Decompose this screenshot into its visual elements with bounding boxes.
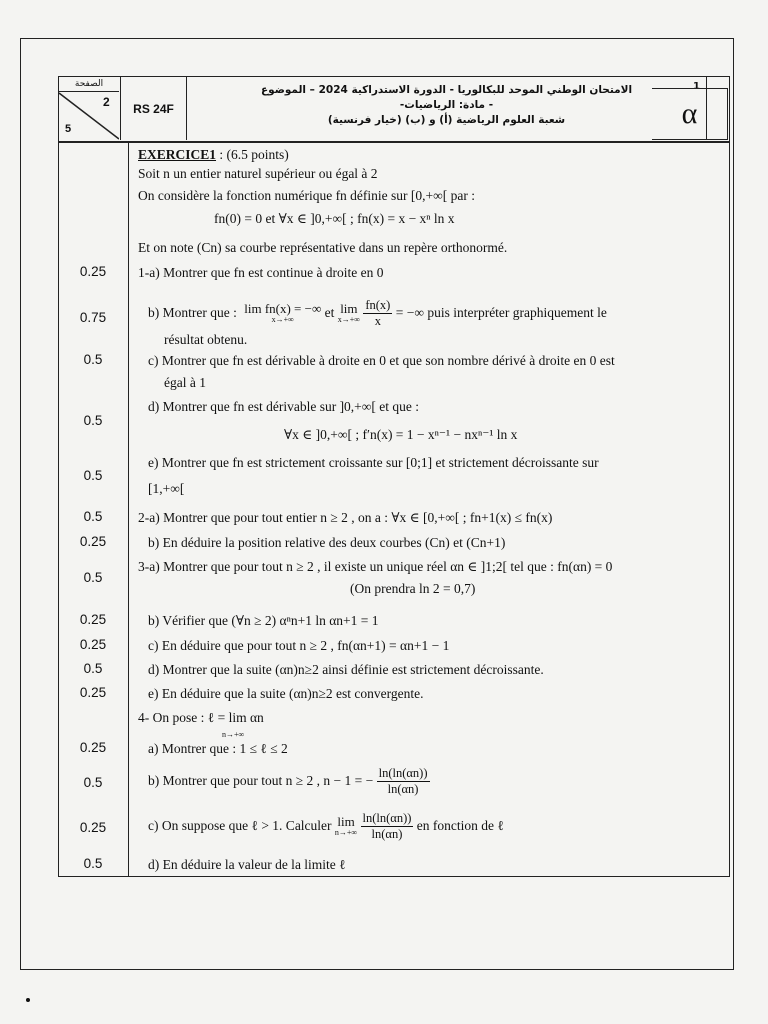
exam-title-block: [187, 77, 707, 140]
score-1b: 0.75: [79, 310, 107, 325]
intro-line2: On considère la fonction numérique fn définie sur [0,+∞[ par :: [138, 188, 476, 203]
score-4a: 0.25: [79, 740, 107, 755]
question-2b: b) En déduire la position relative des deux courbes (Cn) et (Cn+1): [148, 535, 506, 550]
question-3b: b) Vérifier que (∀n ≥ 2) αⁿn+1 ln αn+1 = 1: [148, 613, 379, 628]
question-4d: d) En déduire la valeur de la limite ℓ: [148, 857, 346, 872]
question-1e: e) Montrer que fn est strictement croissante sur [0;1] et strictement décroissante sur: [148, 455, 599, 470]
page-label: الصفحة: [59, 77, 119, 92]
question-1d: d) Montrer que fn est dérivable sur ]0,+∞[ et que :: [148, 399, 420, 414]
score-1a: 0.25: [79, 264, 107, 279]
score-2b: 0.25: [79, 534, 107, 549]
score-3a: 0.5: [83, 570, 103, 585]
score-3e: 0.25: [79, 685, 107, 700]
page-counter: [59, 77, 121, 140]
question-1a: 1-a) Montrer que fn est continue à droite en 0: [138, 265, 384, 280]
question-1b-cont: résultat obtenu.: [164, 332, 248, 347]
score-4c: 0.25: [79, 820, 107, 835]
intro-line3: Et on note (Cn) sa courbe représentative dans un repère orthonormé.: [138, 240, 508, 255]
question-4c: c) On suppose que ℓ > 1. Calculer lim n→+∞ $\frac{\ln(\ln(\alpha n))}{\ln(\alpha n)}$ en fonction de ℓ: [148, 811, 504, 842]
score-1c: 0.5: [83, 352, 103, 367]
score-2a: 0.5: [83, 509, 103, 524]
question-4: 4- On pose : ℓ = lim αn n→+∞: [138, 710, 264, 739]
score-column-divider: [128, 142, 129, 877]
score-1e: 0.5: [83, 468, 103, 483]
question-3a: 3-a) Montrer que pour tout n ≥ 2 , il existe un unique réel αn ∈ ]1;2[ tel que : fn(αn) = 0: [138, 559, 613, 574]
score-3c: 0.25: [79, 637, 107, 652]
question-4b: b) Montrer que pour tout n ≥ 2 , n − 1 = − $\frac{\ln(\ln(\alpha n))}{\ln(\alpha n)}$: [148, 766, 428, 797]
question-1e-cont: [1,+∞[: [148, 481, 185, 496]
question-1b: b) Montrer que : lim fn(x) = −∞ x→+∞ et lim x→+∞ $\frac{fn(x)}{x}$ = −∞ puis interpréter graphiquement le: [148, 298, 607, 329]
exam-title-line3: شعبة العلوم الرياضية (أ) و (ب) (خيار فرنسية): [327, 114, 566, 126]
question-1c-cont: égal à 1: [164, 375, 206, 390]
page-number: 2: [103, 95, 110, 109]
exam-header: [58, 76, 730, 142]
derivative-formula: ∀x ∈ ]0,+∞[ ; f′n(x) = 1 − xⁿ⁻¹ − nxⁿ⁻¹ ln x: [284, 427, 518, 442]
page-total: 5: [65, 123, 72, 135]
margin-dot: [26, 998, 30, 1002]
score-4d: 0.5: [83, 856, 103, 871]
function-definition: fn(0) = 0 et ∀x ∈ ]0,+∞[ ; fn(x) = x − xⁿ ln x: [214, 211, 455, 226]
score-3d: 0.5: [83, 661, 103, 676]
question-3e: e) En déduire que la suite (αn)n≥2 est convergente.: [148, 686, 424, 701]
question-3d: d) Montrer que la suite (αn)n≥2 ainsi définie est strictement décroissante.: [148, 662, 544, 677]
exam-title-line1: الامتحان الوطني الموحد للبكالوريا - الدورة الاستدراكية 2024 – الموضوع: [260, 84, 633, 96]
mark: 1: [693, 81, 700, 92]
question-4a: a) Montrer que : 1 ≤ ℓ ≤ 2: [148, 741, 288, 756]
question-3a-hint: (On prendra ln 2 = 0,7): [350, 581, 476, 596]
exam-title-line2: - مادة: الرياضيات-: [399, 99, 494, 111]
score-4b: 0.5: [83, 775, 103, 790]
score-3b: 0.25: [79, 612, 107, 627]
alpha-symbol: α: [652, 88, 728, 140]
question-1c: c) Montrer que fn est dérivable à droite en 0 et que son nombre dérivé à droite en 0 est: [148, 353, 615, 368]
exercise-heading: EXERCICE1 : (6.5 points): [138, 147, 289, 162]
question-2a: 2-a) Montrer que pour tout entier n ≥ 2 , on a : ∀x ∈ [0,+∞[ ; fn+1(x) ≤ fn(x): [138, 510, 553, 525]
intro-line1: Soit n un entier naturel supérieur ou égal à 2: [138, 166, 378, 181]
score-1d: 0.5: [83, 413, 103, 428]
exam-code: RS 24F: [121, 77, 187, 140]
question-3c: c) En déduire que pour tout n ≥ 2 , fn(αn+1) = αn+1 − 1: [148, 638, 450, 653]
